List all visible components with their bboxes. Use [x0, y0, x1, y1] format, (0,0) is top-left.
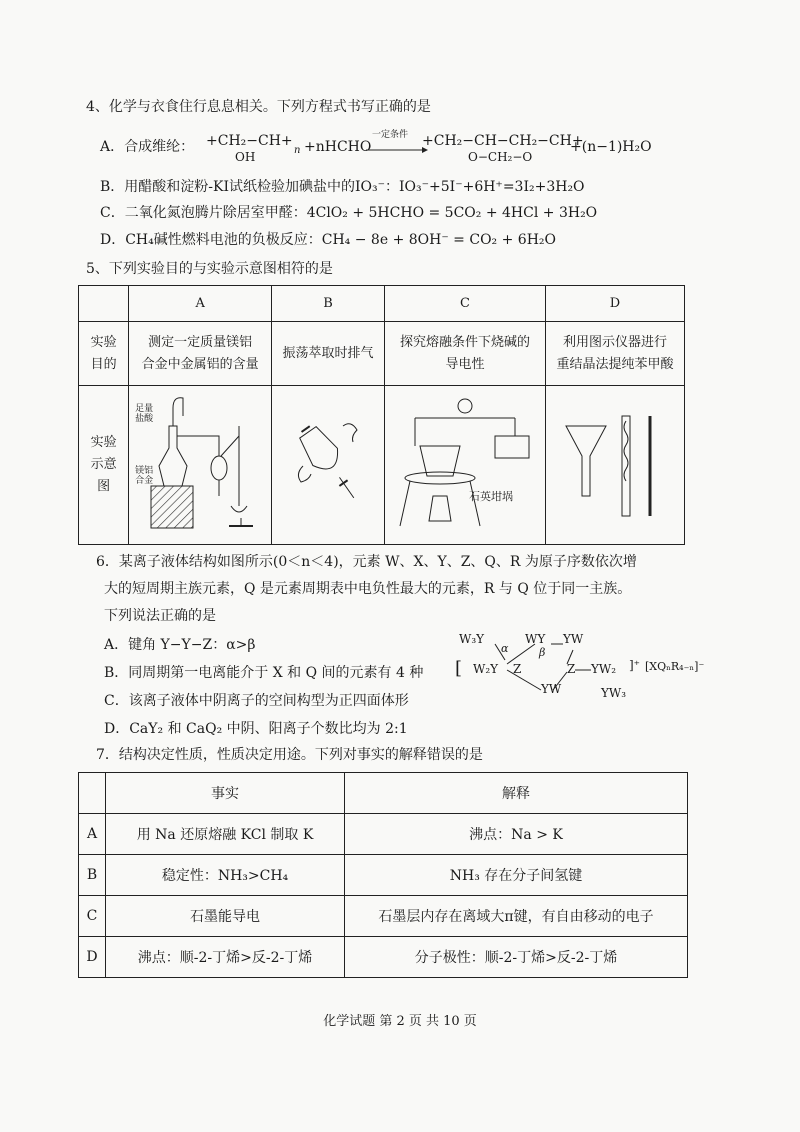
- q6-option-d: D．CaY₂ 和 CaQ₂ 中阴、阳离子个数比均为 2:1: [104, 721, 408, 737]
- left-bracket: [: [455, 658, 463, 679]
- q7-header-explain: 解释: [345, 773, 688, 814]
- q4-option-a: [100, 130, 660, 170]
- q5-figure-c: [384, 386, 545, 545]
- q5-row-label-figure: [79, 386, 129, 545]
- purpose-line: 合金中金属铝的含量: [141, 356, 259, 372]
- wy-top: WY: [525, 632, 546, 646]
- q6-stem-2: 大的短周期主族元素，Q 是元素周期表中电负性最大的元素，R 与 Q 位于同一主族。: [104, 581, 632, 597]
- q6-stem-3: 下列说法正确的是: [104, 608, 216, 624]
- q4-a-water: +(n−1)H₂O: [570, 139, 652, 155]
- table-row: [79, 855, 688, 896]
- purpose-line: 振荡萃取时排气: [282, 345, 374, 361]
- q5-col-d: D: [545, 286, 684, 322]
- q5-col-a: A: [129, 286, 272, 322]
- q5-col-c: C: [384, 286, 545, 322]
- q7-row-explain: 分子极性：顺-2-丁烯>反-2-丁烯: [345, 937, 688, 978]
- fig-a-label-2: 盐酸: [135, 414, 154, 424]
- q5-purpose-b: [272, 322, 385, 386]
- q5-purpose-a: [129, 322, 272, 386]
- fig-a-label-3: 镁铝: [135, 466, 154, 476]
- yw3-group: YW₃: [601, 686, 627, 700]
- fig-c-label: 石英坩埚: [468, 490, 513, 503]
- w2y-group: W₂Y: [473, 662, 499, 676]
- purpose-line: 测定一定质量镁铝: [148, 334, 253, 350]
- q6-stem-1: 6．某离子液体结构如图所示(0＜n＜4)，元素 W、X、Y、Z、Q、R 为原子序数依次增: [96, 554, 637, 570]
- q7-row-option: C: [79, 896, 106, 937]
- yw2-group: YW₂: [591, 662, 617, 676]
- q4-stem: 4、化学与衣食住行息息相关。下列方程式书写正确的是: [86, 99, 431, 115]
- q4-a-hcho: +nHCHO: [304, 139, 372, 155]
- table-row: [79, 814, 688, 855]
- melt-conductivity-apparatus-icon: [385, 386, 545, 536]
- label-line: 示意: [90, 457, 117, 472]
- q7-row-fact: 稳定性：NH₃>CH₄: [106, 855, 345, 896]
- q4-a-product: +CH₂−CH−CH₂−CH+: [422, 133, 584, 149]
- table-row: [79, 937, 688, 978]
- q7-row-explain: NH₃ 存在分子间氢键: [345, 855, 688, 896]
- z-atom-2: Z: [567, 662, 576, 676]
- purpose-line: 利用图示仪器进行: [562, 334, 667, 350]
- q4-option-d: D．CH₄碱性燃料电池的负极反应：CH₄ − 8e + 8OH⁻ = CO₂ + 6H₂O: [100, 232, 556, 248]
- label-line: 图: [97, 479, 111, 494]
- q7-row-option: D: [79, 937, 106, 978]
- q5-stem: 5、下列实验目的与实验示意图相符的是: [86, 261, 333, 277]
- yw-bottom: YW: [541, 682, 562, 696]
- q7-corner-cell: [79, 773, 106, 814]
- w3y-group: W₃Y: [459, 632, 485, 646]
- purpose-line: 重结晶法提纯苯甲酸: [556, 356, 674, 372]
- q4-a-label: A．合成维纶：: [100, 139, 195, 155]
- q7-row-option: B: [79, 855, 106, 896]
- q7-row-explain: 沸点：Na > K: [345, 814, 688, 855]
- alpha-angle: α: [501, 642, 509, 655]
- label-line: 实验: [90, 334, 117, 350]
- q7-table: [78, 772, 688, 978]
- fig-a-label-1: 足量: [135, 404, 154, 414]
- q4-option-b: B．用醋酸和淀粉-KI试纸检验加碘盐中的IO₃⁻：IO₃⁻+5I⁻+6H⁺=3I₂+3H₂O: [100, 179, 585, 195]
- page-footer: 化学试题 第 2 页 共 10 页: [323, 1014, 477, 1029]
- q6-option-c: C．该离子液体中阴离子的空间构型为正四面体形: [104, 693, 409, 709]
- q4-a-n: n: [294, 145, 301, 156]
- q5-figure-a: [129, 386, 272, 545]
- purpose-line: 探究熔融条件下烧碱的: [399, 334, 530, 350]
- q7-stem: 7．结构决定性质，性质决定用途。下列对事实的解释错误的是: [96, 747, 483, 763]
- funnel-condenser-rod-icon: [546, 386, 684, 536]
- q5-table: [78, 285, 685, 545]
- q4-a-condition: 一定条件: [372, 130, 409, 140]
- ionic-liquid-structure: [455, 630, 705, 720]
- label-line: 目的: [90, 356, 117, 372]
- q5-purpose-c: [384, 322, 545, 386]
- fig-a-label-4: 合金: [135, 476, 154, 486]
- q4-a-reactant: +CH₂−CH+: [206, 133, 293, 149]
- purpose-line: 导电性: [445, 356, 485, 372]
- q4-a-ring: O−CH₂−O: [468, 150, 533, 164]
- q6-option-b: B．同周期第一电离能介于 X 和 Q 间的元素有 4 种: [104, 665, 424, 681]
- q7-row-fact: 用 Na 还原熔融 KCl 制取 K: [106, 814, 345, 855]
- q7-row-option: A: [79, 814, 106, 855]
- q5-purpose-d: [545, 322, 684, 386]
- q5-figure-d: [545, 386, 684, 545]
- q5-figure-b: [272, 386, 385, 545]
- q4-option-c: C．二氧化氮泡腾片除居室甲醛：4ClO₂ + 5HCHO = 5CO₂ + 4HCl + 3H₂O: [100, 205, 598, 221]
- beta-angle: β: [539, 646, 546, 659]
- q7-row-fact: 石墨能导电: [106, 896, 345, 937]
- cation-bracket: ]⁺: [629, 658, 641, 672]
- q4-a-oh: OH: [235, 150, 256, 164]
- yw-top: YW: [563, 632, 584, 646]
- table-row: [79, 896, 688, 937]
- separatory-funnel-icon: [273, 386, 383, 536]
- z-atom-1: Z: [513, 662, 522, 676]
- reaction-arrow-icon: [366, 146, 428, 154]
- q5-col-b: B: [272, 286, 385, 322]
- label-line: 实验: [90, 435, 117, 450]
- q7-header-fact: 事实: [106, 773, 345, 814]
- q5-corner-cell: [79, 286, 129, 322]
- q7-row-explain: 石墨层内存在离域大π键，有自由移动的电子: [345, 896, 688, 937]
- q7-row-fact: 沸点：顺-2-丁烯>反-2-丁烯: [106, 937, 345, 978]
- q5-row-label-purpose: [79, 322, 129, 386]
- q6-option-a: A．键角 Y−Y−Z：α>β: [104, 637, 256, 653]
- anion-formula: [XQₙR₄₋ₙ]⁻: [645, 660, 705, 673]
